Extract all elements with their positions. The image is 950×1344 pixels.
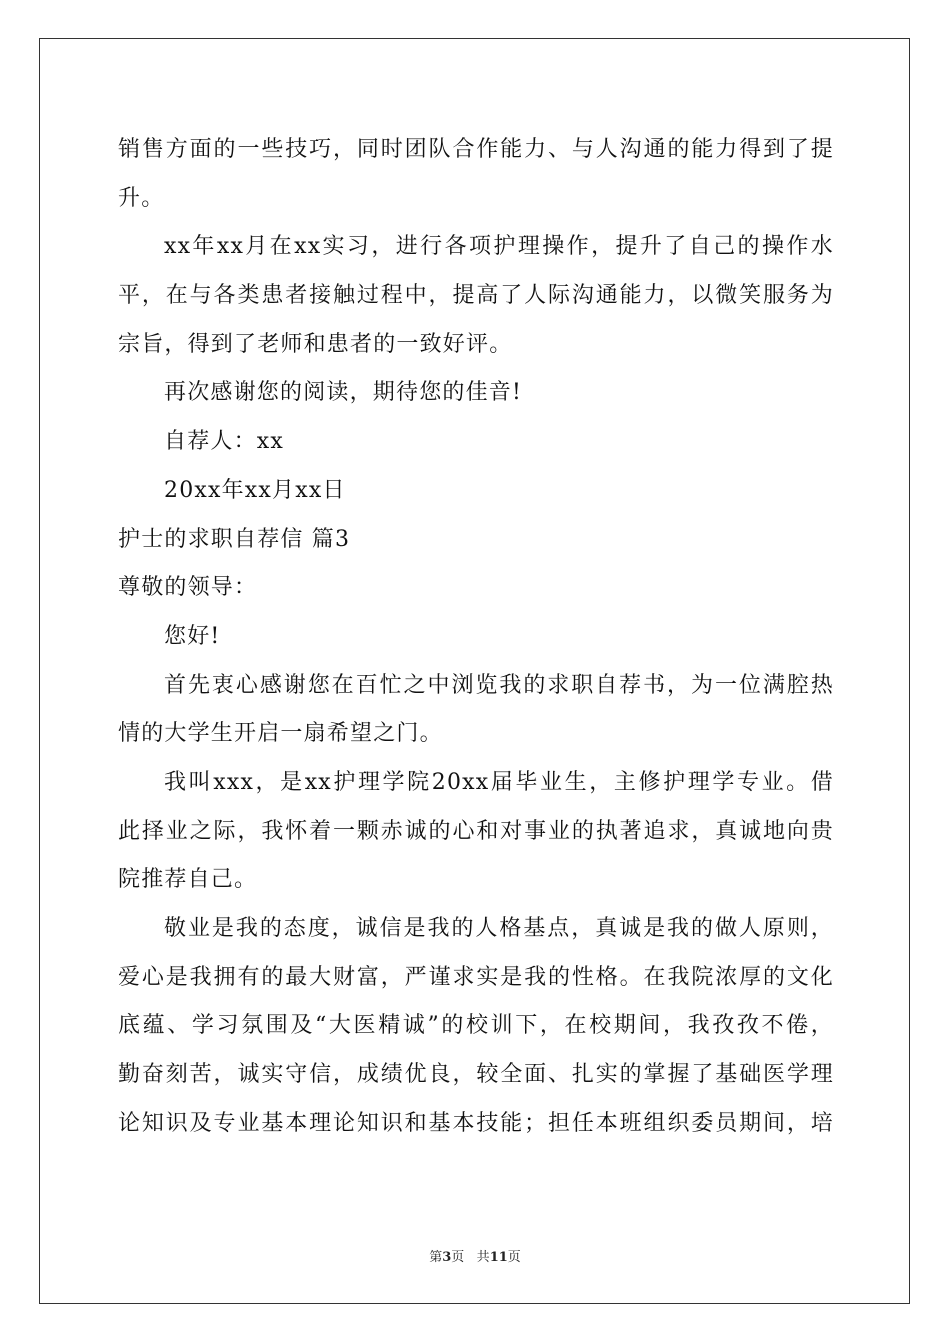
page-suffix: 页 <box>451 1250 465 1265</box>
text-line: 宗旨，得到了老师和患者的一致好评。 <box>118 331 513 357</box>
total-pages: 11 <box>489 1250 508 1265</box>
text-line: 爱心是我拥有的最大财富，严谨求实是我的性格。在我院浓厚的文化 <box>118 964 834 990</box>
text-line: 敬业是我的态度，诚信是我的人格基点，真诚是我的做人原则， <box>164 916 834 941</box>
text-line: 勤奋刻苦，诚实守信，成绩优良，较全面、扎实的掌握了基础医学理 <box>118 1062 834 1088</box>
text-line: 您好! <box>164 623 221 649</box>
text-line: 护士的求职自荐信 篇3 <box>118 526 351 552</box>
text-line: 升。 <box>118 185 165 211</box>
text-line: 20xx年xx月xx日 <box>164 477 346 503</box>
text-line: 销售方面的一些技巧，同时团队合作能力、与人沟通的能力得到了提 <box>118 137 834 162</box>
document-body <box>118 126 834 1148</box>
text-line: 自荐人：xx <box>164 429 285 455</box>
text-line: 此择业之际，我怀着一颗赤诚的心和对事业的执著追求，真诚地向贵 <box>118 818 834 844</box>
text-line: 我叫xxx，是xx护理学院20xx届毕业生，主修护理学专业。借 <box>164 769 834 795</box>
text-line: xx年xx月在xx实习，进行各项护理操作，提升了自己的操作水 <box>164 234 834 260</box>
total-prefix: 共 <box>476 1250 490 1265</box>
text-line: 底蕴、学习氛围及“大医精诚”的校训下，在校期间，我孜孜不倦， <box>118 1013 834 1039</box>
text-line: 再次感谢您的阅读，期待您的佳音! <box>164 380 523 406</box>
text-line: 论知识及专业基本理论知识和基本技能；担任本班组织委员期间，培 <box>118 1110 834 1136</box>
text-line: 平，在与各类患者接触过程中，提高了人际沟通能力，以微笑服务为 <box>118 283 834 309</box>
page-footer <box>0 1246 950 1265</box>
text-line: 首先衷心感谢您在百忙之中浏览我的求职自荐书，为一位满腔热 <box>164 672 834 698</box>
text-line: 尊敬的领导： <box>118 575 258 601</box>
text-line: 院推荐自己。 <box>118 867 258 893</box>
total-suffix: 页 <box>507 1250 521 1265</box>
page-number: 3 <box>442 1250 452 1265</box>
page-prefix: 第 <box>429 1250 443 1265</box>
text-line: 情的大学生开启一扇希望之门。 <box>118 721 443 747</box>
